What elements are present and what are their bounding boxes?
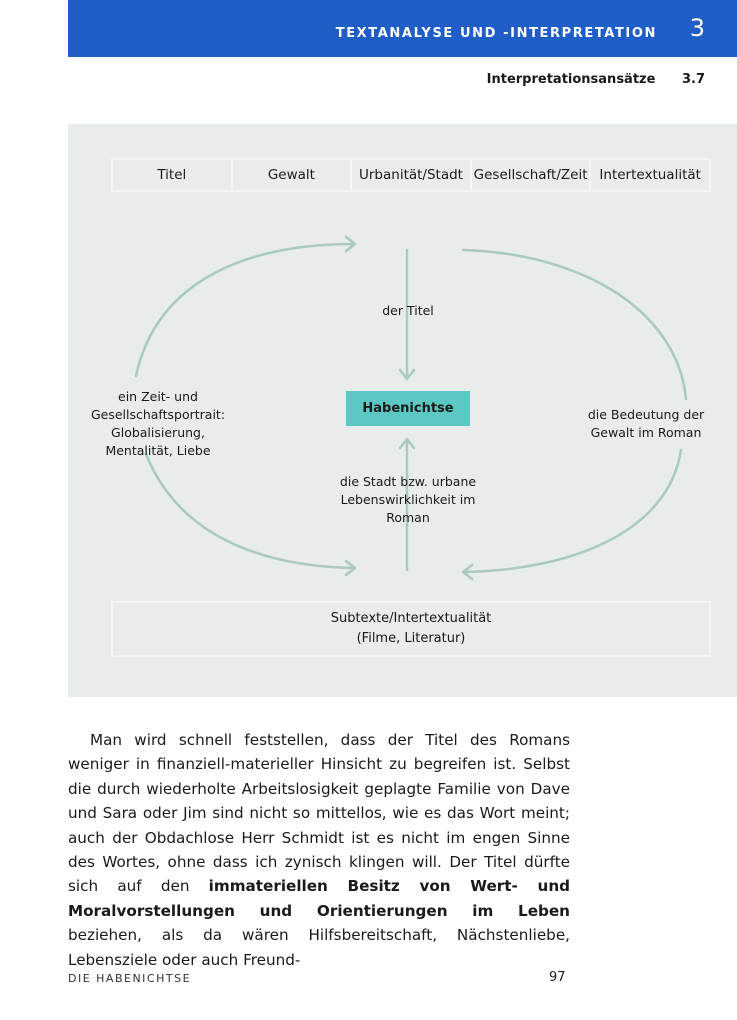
emphasis-text: immateriellen Besitz von Wert- und Moralvorstellungen und Orientierungen im Leben <box>68 877 571 920</box>
chapter-title: TEXTANALYSE UND -INTERPRETATION <box>335 26 657 41</box>
section-label: Interpretationsansätze <box>486 72 656 87</box>
paragraph-text: Man wird schnell feststellen, dass der Titel des Romans weniger in finanziell-materieller Hinsicht zu begreifen ist. Selbst die durch wiederholte Arbeitslosigkeit geplagte Familie von Dave und Sara oder Jim sind nicht so mittellos, wie es das Wort meint; auch der Obdachlose Herr Schmidt ist es nicht im engen Sinne des Wortes, ohne dass ich zynisch klingen will. Der Titel dürfte sich auf den <box>68 731 570 896</box>
arrow-right-upper-arc <box>463 250 686 399</box>
label-line: die Bedeutung der <box>587 407 705 422</box>
subtext-line: Subtexte/Intertextualität <box>330 611 492 626</box>
page-number: 97 <box>549 970 566 985</box>
topic-cell: Titel <box>113 160 233 190</box>
chapter-number: 3 <box>689 14 705 42</box>
label-line: Roman <box>386 510 430 525</box>
label-line: Gesellschaftsportrait: <box>90 407 226 422</box>
label-line: Lebenswirklichkeit im <box>340 492 476 507</box>
arrow-right-lower-arc <box>465 450 681 572</box>
center-box: Habenichtse <box>346 391 470 426</box>
label-right <box>576 406 716 442</box>
paragraph <box>68 728 570 972</box>
body-text <box>68 728 570 972</box>
label-title: der Titel <box>382 303 434 318</box>
topic-cell: Urbanität/Stadt <box>352 160 472 190</box>
topic-cell: Gewalt <box>233 160 353 190</box>
arrow-top-left-arc <box>136 244 353 376</box>
label-left <box>88 388 228 460</box>
section-header <box>487 72 705 87</box>
topic-cell: Gesellschaft/Zeit <box>472 160 592 190</box>
label-line: ein Zeit- und <box>118 389 198 404</box>
paragraph-text: beziehen, als da wären Hilfsbereitschaft, Nächstenliebe, Lebensziele oder auch Freund- <box>68 926 570 969</box>
label-line: Globalisierung, <box>111 425 205 440</box>
topic-cell: Intertextualität <box>599 167 701 183</box>
interpretation-diagram <box>68 124 737 697</box>
subtext-box <box>111 601 711 657</box>
footer-book-title: DIE HABENICHTSE <box>68 972 192 985</box>
label-line: Gewalt im Roman <box>590 425 702 440</box>
label-line: Mentalität, Liebe <box>105 443 211 458</box>
arrow-bottom-left-arc <box>146 454 353 568</box>
subtext-line: (Filme, Literatur) <box>356 631 466 646</box>
label-city <box>323 473 493 527</box>
label-line: die Stadt bzw. urbane <box>339 474 477 489</box>
section-number: 3.7 <box>681 72 705 87</box>
chapter-header-bar <box>68 0 737 57</box>
